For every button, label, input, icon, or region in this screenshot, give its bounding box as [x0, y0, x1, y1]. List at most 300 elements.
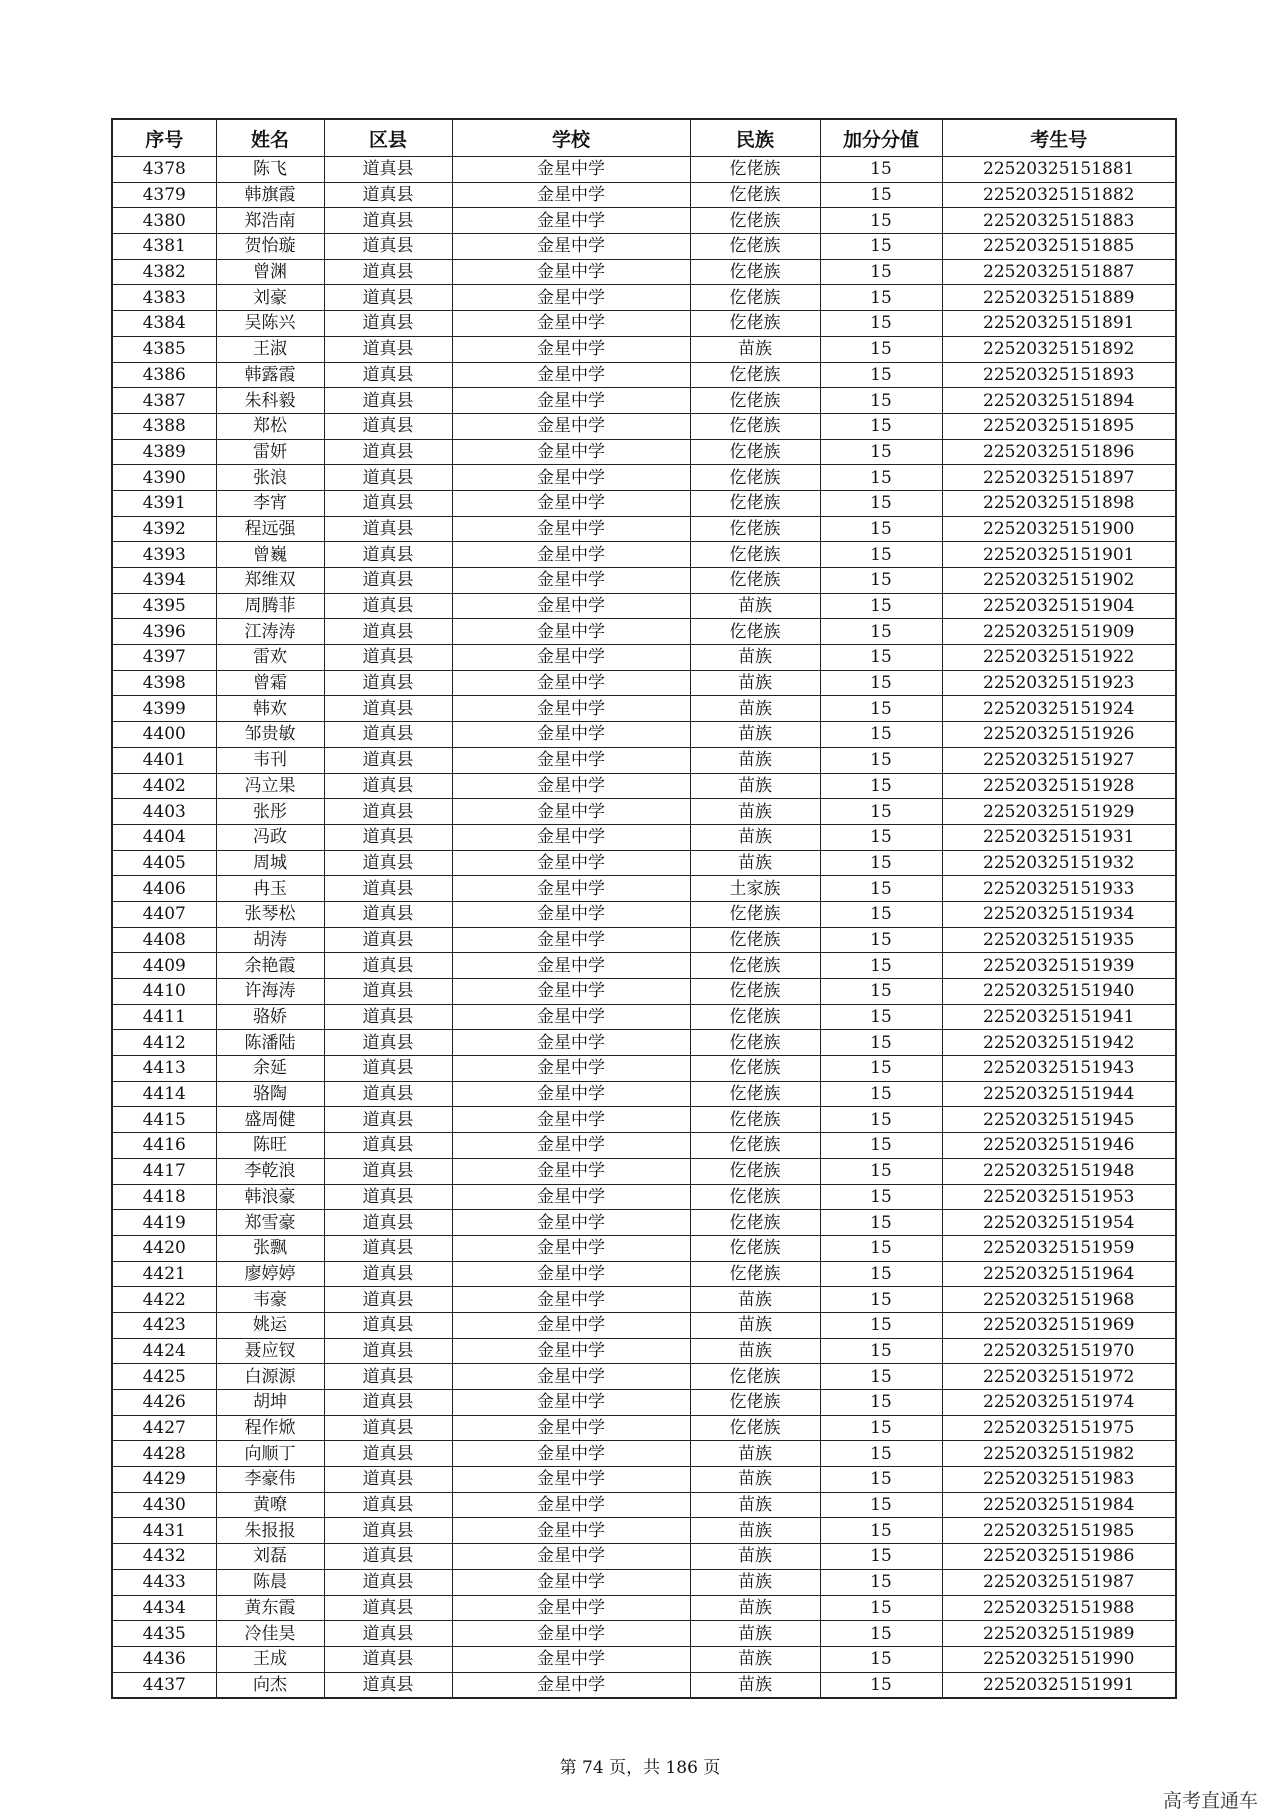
cell-bonus: 15 — [820, 1184, 942, 1210]
cell-exam-id: 22520325151881 — [942, 157, 1176, 183]
cell-exam-id: 22520325151889 — [942, 285, 1176, 311]
cell-name: 曾霜 — [216, 670, 324, 696]
cell-index: 4433 — [112, 1569, 216, 1595]
cell-bonus: 15 — [820, 1210, 942, 1236]
cell-ethnicity: 苗族 — [690, 645, 820, 671]
cell-ethnicity: 仡佬族 — [690, 901, 820, 927]
col-header-bonus: 加分分值 — [820, 119, 942, 157]
table-row — [112, 824, 1176, 850]
cell-name: 江涛涛 — [216, 619, 324, 645]
cell-name: 李宵 — [216, 490, 324, 516]
cell-county: 道真县 — [324, 773, 452, 799]
cell-name: 郑雪豪 — [216, 1210, 324, 1236]
cell-school: 金星中学 — [452, 1338, 690, 1364]
cell-ethnicity: 苗族 — [690, 1338, 820, 1364]
cell-exam-id: 22520325151885 — [942, 234, 1176, 260]
cell-bonus: 15 — [820, 234, 942, 260]
cell-bonus: 15 — [820, 901, 942, 927]
cell-name: 冯政 — [216, 824, 324, 850]
cell-bonus: 15 — [820, 927, 942, 953]
cell-ethnicity: 苗族 — [690, 593, 820, 619]
cell-bonus: 15 — [820, 1390, 942, 1416]
cell-name: 韩浪豪 — [216, 1184, 324, 1210]
cell-ethnicity: 苗族 — [690, 824, 820, 850]
cell-county: 道真县 — [324, 234, 452, 260]
table-row — [112, 1415, 1176, 1441]
table-row — [112, 1672, 1176, 1698]
cell-ethnicity: 仡佬族 — [690, 311, 820, 337]
cell-exam-id: 22520325151988 — [942, 1595, 1176, 1621]
cell-name: 朱报报 — [216, 1518, 324, 1544]
cell-name: 韩旗霞 — [216, 182, 324, 208]
cell-ethnicity: 苗族 — [690, 1646, 820, 1672]
cell-ethnicity: 仡佬族 — [690, 1081, 820, 1107]
table-row — [112, 1081, 1176, 1107]
cell-name: 刘豪 — [216, 285, 324, 311]
cell-exam-id: 22520325151882 — [942, 182, 1176, 208]
cell-ethnicity: 仡佬族 — [690, 285, 820, 311]
cell-county: 道真县 — [324, 1544, 452, 1570]
table-row — [112, 311, 1176, 337]
cell-index: 4417 — [112, 1158, 216, 1184]
table-row — [112, 1390, 1176, 1416]
cell-exam-id: 22520325151897 — [942, 465, 1176, 491]
cell-bonus: 15 — [820, 1492, 942, 1518]
cell-exam-id: 22520325151900 — [942, 516, 1176, 542]
cell-bonus: 15 — [820, 490, 942, 516]
cell-school: 金星中学 — [452, 1287, 690, 1313]
col-header-ethnicity: 民族 — [690, 119, 820, 157]
cell-index: 4414 — [112, 1081, 216, 1107]
table-row — [112, 1287, 1176, 1313]
cell-school: 金星中学 — [452, 850, 690, 876]
cell-bonus: 15 — [820, 773, 942, 799]
table-row — [112, 722, 1176, 748]
watermark: 高考直通车 — [1162, 1790, 1258, 1812]
cell-name: 韦刊 — [216, 747, 324, 773]
cell-name: 郑浩南 — [216, 208, 324, 234]
table-row — [112, 1261, 1176, 1287]
cell-exam-id: 22520325151948 — [942, 1158, 1176, 1184]
cell-county: 道真县 — [324, 388, 452, 414]
cell-school: 金星中学 — [452, 285, 690, 311]
cell-bonus: 15 — [820, 362, 942, 388]
cell-exam-id: 22520325151902 — [942, 568, 1176, 594]
table-row — [112, 208, 1176, 234]
cell-index: 4407 — [112, 901, 216, 927]
table-row — [112, 1338, 1176, 1364]
cell-county: 道真县 — [324, 439, 452, 465]
cell-school: 金星中学 — [452, 619, 690, 645]
cell-county: 道真县 — [324, 1441, 452, 1467]
cell-index: 4401 — [112, 747, 216, 773]
cell-bonus: 15 — [820, 1544, 942, 1570]
cell-exam-id: 22520325151953 — [942, 1184, 1176, 1210]
cell-exam-id: 22520325151893 — [942, 362, 1176, 388]
cell-index: 4427 — [112, 1415, 216, 1441]
cell-bonus: 15 — [820, 670, 942, 696]
cell-school: 金星中学 — [452, 953, 690, 979]
cell-school: 金星中学 — [452, 336, 690, 362]
cell-name: 廖婷婷 — [216, 1261, 324, 1287]
table-row — [112, 670, 1176, 696]
cell-school: 金星中学 — [452, 1261, 690, 1287]
cell-index: 4398 — [112, 670, 216, 696]
cell-ethnicity: 仡佬族 — [690, 1056, 820, 1082]
cell-index: 4418 — [112, 1184, 216, 1210]
cell-exam-id: 22520325151927 — [942, 747, 1176, 773]
cell-school: 金星中学 — [452, 542, 690, 568]
cell-index: 4384 — [112, 311, 216, 337]
cell-county: 道真县 — [324, 979, 452, 1005]
cell-exam-id: 22520325151968 — [942, 1287, 1176, 1313]
cell-index: 4415 — [112, 1107, 216, 1133]
cell-school: 金星中学 — [452, 1107, 690, 1133]
cell-exam-id: 22520325151985 — [942, 1518, 1176, 1544]
cell-bonus: 15 — [820, 1287, 942, 1313]
cell-index: 4411 — [112, 1004, 216, 1030]
cell-bonus: 15 — [820, 1415, 942, 1441]
table-row — [112, 1364, 1176, 1390]
table-row — [112, 953, 1176, 979]
cell-county: 道真县 — [324, 927, 452, 953]
cell-index: 4393 — [112, 542, 216, 568]
cell-index: 4424 — [112, 1338, 216, 1364]
cell-name: 张浪 — [216, 465, 324, 491]
cell-county: 道真县 — [324, 1056, 452, 1082]
cell-exam-id: 22520325151933 — [942, 876, 1176, 902]
cell-index: 4402 — [112, 773, 216, 799]
cell-ethnicity: 苗族 — [690, 747, 820, 773]
cell-county: 道真县 — [324, 259, 452, 285]
cell-ethnicity: 仡佬族 — [690, 927, 820, 953]
cell-name: 姚运 — [216, 1312, 324, 1338]
cell-county: 道真县 — [324, 799, 452, 825]
cell-name: 程远强 — [216, 516, 324, 542]
cell-exam-id: 22520325151986 — [942, 1544, 1176, 1570]
cell-name: 余艳霞 — [216, 953, 324, 979]
cell-school: 金星中学 — [452, 773, 690, 799]
cell-bonus: 15 — [820, 1081, 942, 1107]
cell-bonus: 15 — [820, 1338, 942, 1364]
table-row — [112, 773, 1176, 799]
cell-index: 4422 — [112, 1287, 216, 1313]
cell-exam-id: 22520325151924 — [942, 696, 1176, 722]
cell-ethnicity: 仡佬族 — [690, 1210, 820, 1236]
cell-index: 4405 — [112, 850, 216, 876]
cell-ethnicity: 仡佬族 — [690, 568, 820, 594]
cell-bonus: 15 — [820, 824, 942, 850]
cell-name: 张琴松 — [216, 901, 324, 927]
table-row — [112, 336, 1176, 362]
cell-ethnicity: 仡佬族 — [690, 1107, 820, 1133]
cell-name: 雷欢 — [216, 645, 324, 671]
cell-exam-id: 22520325151922 — [942, 645, 1176, 671]
roster-body — [112, 157, 1176, 1699]
table-row — [112, 1518, 1176, 1544]
cell-bonus: 15 — [820, 1646, 942, 1672]
cell-county: 道真县 — [324, 645, 452, 671]
cell-ethnicity: 仡佬族 — [690, 1158, 820, 1184]
cell-exam-id: 22520325151969 — [942, 1312, 1176, 1338]
cell-name: 冉玉 — [216, 876, 324, 902]
cell-exam-id: 22520325151923 — [942, 670, 1176, 696]
table-row — [112, 568, 1176, 594]
cell-bonus: 15 — [820, 182, 942, 208]
cell-bonus: 15 — [820, 336, 942, 362]
cell-bonus: 15 — [820, 799, 942, 825]
cell-ethnicity: 苗族 — [690, 1441, 820, 1467]
cell-county: 道真县 — [324, 722, 452, 748]
cell-ethnicity: 苗族 — [690, 1544, 820, 1570]
cell-county: 道真县 — [324, 901, 452, 927]
cell-exam-id: 22520325151954 — [942, 1210, 1176, 1236]
cell-ethnicity: 仡佬族 — [690, 979, 820, 1005]
cell-name: 曾巍 — [216, 542, 324, 568]
cell-index: 4400 — [112, 722, 216, 748]
table-row — [112, 1312, 1176, 1338]
table-row — [112, 1621, 1176, 1647]
cell-county: 道真县 — [324, 1312, 452, 1338]
cell-school: 金星中学 — [452, 157, 690, 183]
cell-exam-id: 22520325151901 — [942, 542, 1176, 568]
cell-ethnicity: 仡佬族 — [690, 208, 820, 234]
table-row — [112, 901, 1176, 927]
cell-index: 4434 — [112, 1595, 216, 1621]
cell-name: 陈晨 — [216, 1569, 324, 1595]
cell-school: 金星中学 — [452, 1621, 690, 1647]
cell-name: 白源源 — [216, 1364, 324, 1390]
cell-ethnicity: 仡佬族 — [690, 388, 820, 414]
cell-school: 金星中学 — [452, 722, 690, 748]
cell-name: 陈飞 — [216, 157, 324, 183]
cell-school: 金星中学 — [452, 234, 690, 260]
cell-school: 金星中学 — [452, 645, 690, 671]
cell-index: 4385 — [112, 336, 216, 362]
cell-school: 金星中学 — [452, 1030, 690, 1056]
cell-bonus: 15 — [820, 259, 942, 285]
cell-ethnicity: 仡佬族 — [690, 182, 820, 208]
cell-bonus: 15 — [820, 516, 942, 542]
cell-county: 道真县 — [324, 1595, 452, 1621]
cell-bonus: 15 — [820, 850, 942, 876]
col-header-index: 序号 — [112, 119, 216, 157]
table-row — [112, 1004, 1176, 1030]
cell-exam-id: 22520325151943 — [942, 1056, 1176, 1082]
cell-school: 金星中学 — [452, 747, 690, 773]
cell-exam-id: 22520325151928 — [942, 773, 1176, 799]
cell-ethnicity: 苗族 — [690, 850, 820, 876]
table-row — [112, 1467, 1176, 1493]
cell-ethnicity: 仡佬族 — [690, 1364, 820, 1390]
cell-county: 道真县 — [324, 1030, 452, 1056]
cell-school: 金星中学 — [452, 439, 690, 465]
table-row — [112, 542, 1176, 568]
cell-bonus: 15 — [820, 1672, 942, 1698]
cell-name: 郑松 — [216, 413, 324, 439]
cell-index: 4430 — [112, 1492, 216, 1518]
table-row — [112, 465, 1176, 491]
cell-county: 道真县 — [324, 1133, 452, 1159]
cell-index: 4413 — [112, 1056, 216, 1082]
cell-school: 金星中学 — [452, 1210, 690, 1236]
cell-school: 金星中学 — [452, 362, 690, 388]
cell-index: 4421 — [112, 1261, 216, 1287]
cell-name: 吴陈兴 — [216, 311, 324, 337]
cell-index: 4435 — [112, 1621, 216, 1647]
cell-bonus: 15 — [820, 1621, 942, 1647]
table-row — [112, 157, 1176, 183]
cell-ethnicity: 苗族 — [690, 1467, 820, 1493]
cell-exam-id: 22520325151983 — [942, 1467, 1176, 1493]
table-row — [112, 1544, 1176, 1570]
cell-index: 4383 — [112, 285, 216, 311]
cell-name: 冯立果 — [216, 773, 324, 799]
cell-school: 金星中学 — [452, 1672, 690, 1698]
cell-county: 道真县 — [324, 1646, 452, 1672]
cell-name: 李乾浪 — [216, 1158, 324, 1184]
table-row — [112, 362, 1176, 388]
cell-ethnicity: 苗族 — [690, 336, 820, 362]
cell-bonus: 15 — [820, 1056, 942, 1082]
table-row — [112, 1158, 1176, 1184]
cell-school: 金星中学 — [452, 1518, 690, 1544]
cell-ethnicity: 仡佬族 — [690, 953, 820, 979]
cell-county: 道真县 — [324, 1261, 452, 1287]
cell-bonus: 15 — [820, 1030, 942, 1056]
cell-county: 道真县 — [324, 157, 452, 183]
cell-index: 4420 — [112, 1235, 216, 1261]
cell-index: 4406 — [112, 876, 216, 902]
cell-name: 向顺丁 — [216, 1441, 324, 1467]
cell-school: 金星中学 — [452, 1569, 690, 1595]
table-row — [112, 413, 1176, 439]
cell-ethnicity: 苗族 — [690, 1621, 820, 1647]
table-row — [112, 619, 1176, 645]
cell-school: 金星中学 — [452, 568, 690, 594]
cell-bonus: 15 — [820, 619, 942, 645]
cell-county: 道真县 — [324, 182, 452, 208]
table-row — [112, 1210, 1176, 1236]
cell-ethnicity: 仡佬族 — [690, 619, 820, 645]
col-header-name: 姓名 — [216, 119, 324, 157]
cell-bonus: 15 — [820, 157, 942, 183]
cell-ethnicity: 仡佬族 — [690, 1261, 820, 1287]
cell-county: 道真县 — [324, 1569, 452, 1595]
cell-index: 4426 — [112, 1390, 216, 1416]
cell-school: 金星中学 — [452, 516, 690, 542]
cell-ethnicity: 仡佬族 — [690, 1004, 820, 1030]
cell-index: 4429 — [112, 1467, 216, 1493]
cell-name: 刘磊 — [216, 1544, 324, 1570]
cell-ethnicity: 苗族 — [690, 722, 820, 748]
cell-bonus: 15 — [820, 1133, 942, 1159]
cell-exam-id: 22520325151909 — [942, 619, 1176, 645]
cell-index: 4409 — [112, 953, 216, 979]
cell-exam-id: 22520325151974 — [942, 1390, 1176, 1416]
cell-bonus: 15 — [820, 439, 942, 465]
cell-school: 金星中学 — [452, 208, 690, 234]
cell-school: 金星中学 — [452, 1081, 690, 1107]
table-row — [112, 1646, 1176, 1672]
cell-exam-id: 22520325151984 — [942, 1492, 1176, 1518]
cell-name: 张彤 — [216, 799, 324, 825]
cell-name: 胡涛 — [216, 927, 324, 953]
cell-ethnicity: 仡佬族 — [690, 1030, 820, 1056]
cell-name: 郑维双 — [216, 568, 324, 594]
table-row — [112, 1056, 1176, 1082]
table-row — [112, 516, 1176, 542]
cell-name: 骆陶 — [216, 1081, 324, 1107]
cell-exam-id: 22520325151959 — [942, 1235, 1176, 1261]
cell-county: 道真县 — [324, 516, 452, 542]
cell-exam-id: 22520325151932 — [942, 850, 1176, 876]
cell-ethnicity: 仡佬族 — [690, 465, 820, 491]
cell-bonus: 15 — [820, 568, 942, 594]
cell-bonus: 15 — [820, 388, 942, 414]
cell-county: 道真县 — [324, 619, 452, 645]
cell-bonus: 15 — [820, 1595, 942, 1621]
cell-index: 4412 — [112, 1030, 216, 1056]
cell-county: 道真县 — [324, 1492, 452, 1518]
cell-name: 胡坤 — [216, 1390, 324, 1416]
cell-ethnicity: 仡佬族 — [690, 157, 820, 183]
cell-name: 陈旺 — [216, 1133, 324, 1159]
table-row — [112, 927, 1176, 953]
cell-school: 金星中学 — [452, 259, 690, 285]
cell-index: 4395 — [112, 593, 216, 619]
cell-name: 张飘 — [216, 1235, 324, 1261]
cell-county: 道真县 — [324, 568, 452, 594]
cell-name: 李豪伟 — [216, 1467, 324, 1493]
table-row — [112, 747, 1176, 773]
cell-index: 4428 — [112, 1441, 216, 1467]
cell-ethnicity: 苗族 — [690, 1672, 820, 1698]
cell-name: 雷妍 — [216, 439, 324, 465]
cell-index: 4431 — [112, 1518, 216, 1544]
cell-school: 金星中学 — [452, 799, 690, 825]
cell-exam-id: 22520325151891 — [942, 311, 1176, 337]
cell-ethnicity: 苗族 — [690, 696, 820, 722]
cell-county: 道真县 — [324, 1672, 452, 1698]
table-row — [112, 1133, 1176, 1159]
cell-index: 4378 — [112, 157, 216, 183]
cell-ethnicity: 苗族 — [690, 1287, 820, 1313]
cell-exam-id: 22520325151931 — [942, 824, 1176, 850]
cell-ethnicity: 苗族 — [690, 1312, 820, 1338]
cell-ethnicity: 仡佬族 — [690, 413, 820, 439]
cell-index: 4394 — [112, 568, 216, 594]
cell-ethnicity: 仡佬族 — [690, 1133, 820, 1159]
cell-name: 盛周健 — [216, 1107, 324, 1133]
cell-ethnicity: 仡佬族 — [690, 542, 820, 568]
cell-school: 金星中学 — [452, 876, 690, 902]
cell-bonus: 15 — [820, 311, 942, 337]
cell-index: 4410 — [112, 979, 216, 1005]
table-row — [112, 593, 1176, 619]
cell-county: 道真县 — [324, 1621, 452, 1647]
table-row — [112, 1030, 1176, 1056]
cell-index: 4419 — [112, 1210, 216, 1236]
cell-school: 金星中学 — [452, 1390, 690, 1416]
cell-school: 金星中学 — [452, 1364, 690, 1390]
cell-county: 道真县 — [324, 593, 452, 619]
cell-county: 道真县 — [324, 1338, 452, 1364]
cell-ethnicity: 苗族 — [690, 799, 820, 825]
cell-name: 朱科毅 — [216, 388, 324, 414]
cell-county: 道真县 — [324, 696, 452, 722]
cell-exam-id: 22520325151972 — [942, 1364, 1176, 1390]
